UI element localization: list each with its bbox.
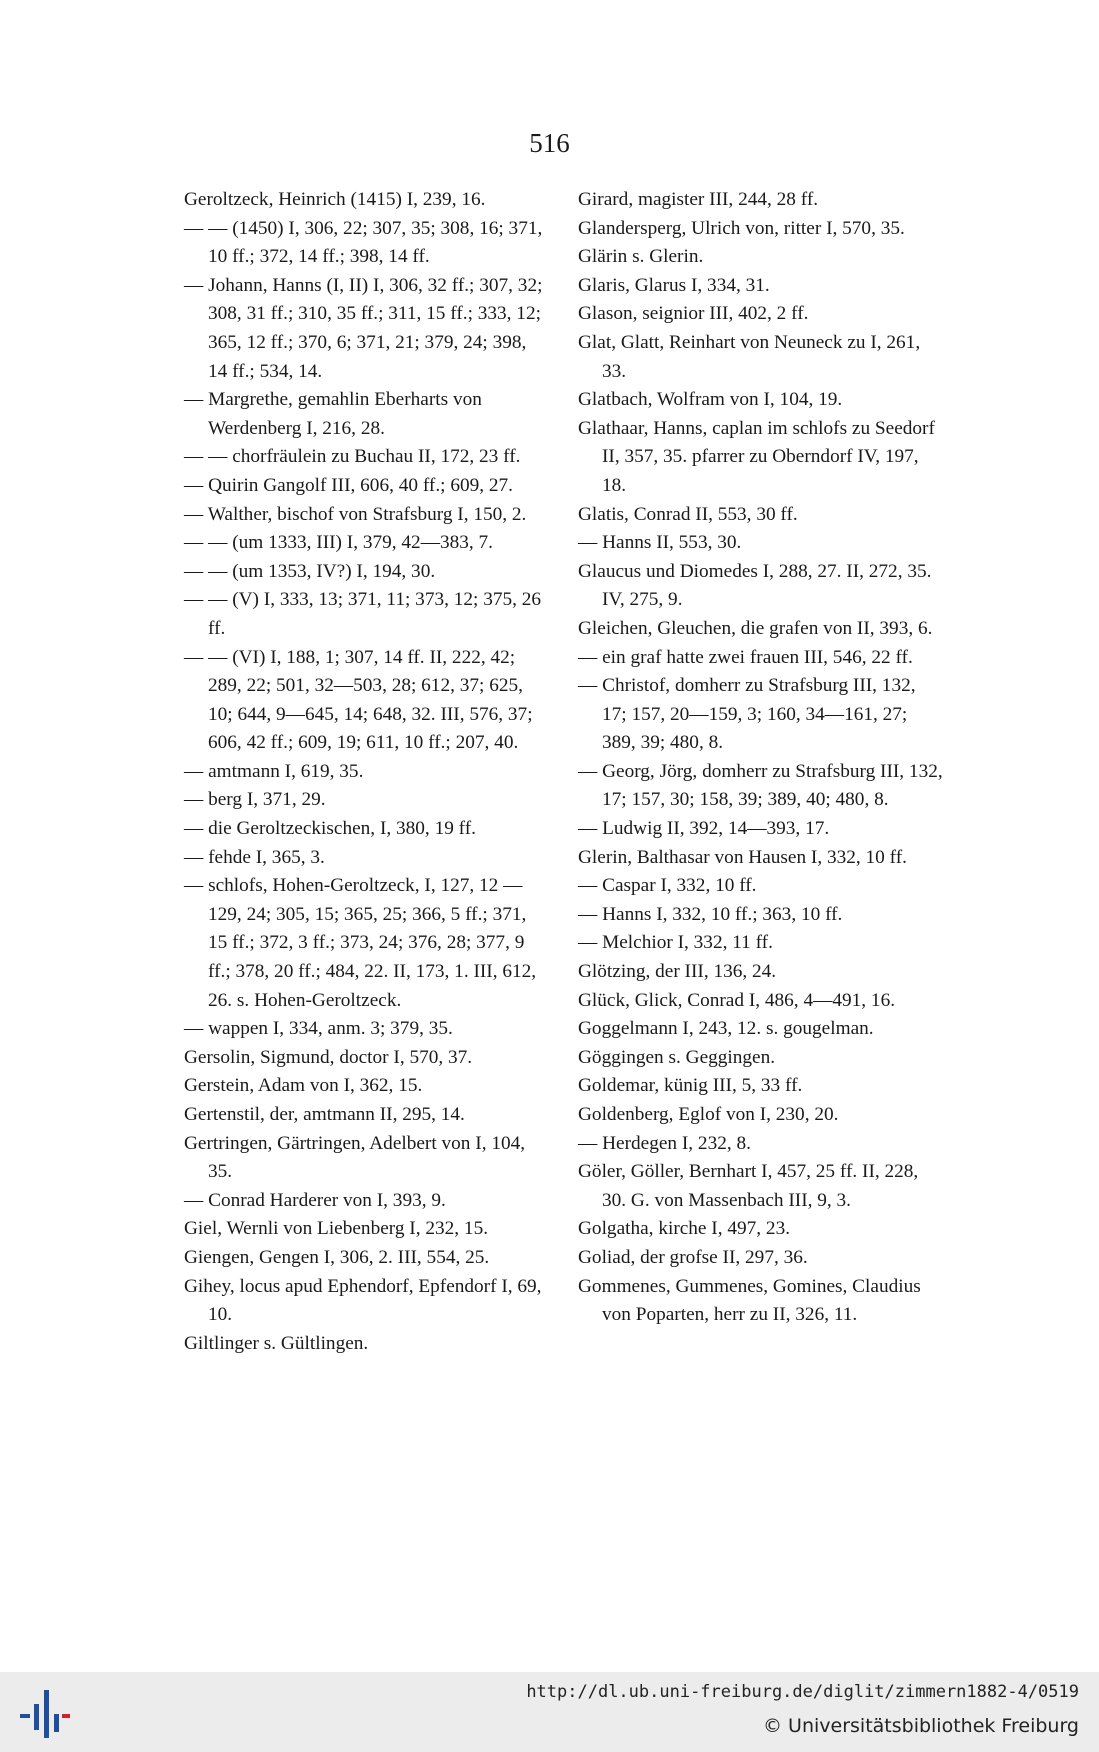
index-entry: Gommenes, Gummenes, Gomines, Claudius von Poparten, herr zu II, 326, 11.: [578, 1275, 921, 1326]
index-entry: — Quirin Gangolf III, 606, 40 ff.; 609, 27.: [184, 474, 513, 496]
index-entry: Golgatha, kirche I, 497, 23.: [578, 1218, 791, 1240]
index-entry: Gerstein, Adam von I, 362, 15.: [184, 1075, 423, 1097]
index-column-left: [184, 186, 549, 1358]
index-entry: Gihey, locus apud Ephendorf, Epfendorf I, 69, 10.: [184, 1275, 542, 1326]
index-entry: — Hanns II, 553, 30.: [578, 532, 742, 554]
index-entry: — — (um 1353, IV?) I, 194, 30.: [184, 560, 436, 582]
index-entry: Girard, magister III, 244, 28 ff.: [578, 189, 819, 210]
index-entry: — Hanns I, 332, 10 ff.; 363, 10 ff.: [578, 903, 843, 925]
index-entry: Glerin, Balthasar von Hausen I, 332, 10 ff.: [578, 846, 907, 868]
index-entry: Glat, Glatt, Reinhart von Neuneck zu I, 261, 33.: [578, 331, 921, 382]
index-entry: Goggelmann I, 243, 12. s. gougelman.: [578, 1018, 874, 1040]
index-entry: — Johann, Hanns (I, II) I, 306, 32 ff.; 307, 32; 308, 31 ff.; 310, 35 ff.; 311, 15 ff.; 333, 12; 365, 12 ff.; 370, 6; 371, 21; 379, 24; 398, 14 ff.; 534, 14.: [184, 274, 543, 382]
index-entry: — — (um 1333, III) I, 379, 42—383, 7.: [184, 532, 493, 554]
index-entry: Glandersperg, Ulrich von, ritter I, 570, 35.: [578, 217, 905, 239]
index-entry: Glatbach, Wolfram von I, 104, 19.: [578, 389, 843, 411]
index-entry: — — (V) I, 333, 13; 371, 11; 373, 12; 375, 26 ff.: [184, 589, 542, 639]
index-entry: Glaris, Glarus I, 334, 31.: [578, 274, 770, 296]
index-entry: — Melchior I, 332, 11 ff.: [578, 932, 773, 954]
index-entry: — Christof, domherr zu Strafsburg III, 132, 17; 157, 20—159, 3; 160, 34—161, 27; 389, 39; 480, 8.: [578, 675, 916, 754]
index-entry: — schlofs, Hohen-Geroltzeck, I, 127, 12 —129, 24; 305, 15; 365, 25; 366, 5 ff.; 371, 15 ff.; 372, 3 ff.; 373, 24; 376, 28; 377, 9 ff.; 378, 20 ff.; 484, 22. II, 173, 1. III, 612, 26. s. Hohen-Geroltzeck.: [184, 875, 537, 1011]
index-entry: — — chorfräulein zu Buchau II, 172, 23 ff.: [184, 446, 521, 468]
index-entry: Gertringen, Gärtringen, Adelbert von I, 104, 35.: [184, 1132, 526, 1183]
index-entry: — Conrad Harderer von I, 393, 9.: [184, 1189, 446, 1211]
index-entry: Goliad, der grofse II, 297, 36.: [578, 1246, 808, 1268]
index-entry: — fehde I, 365, 3.: [184, 846, 325, 868]
index-entry: — Margrethe, gemahlin Eberharts von Werdenberg I, 216, 28.: [184, 389, 482, 439]
index-entry: Glason, seignior III, 402, 2 ff.: [578, 303, 809, 325]
index-entry: — — (VI) I, 188, 1; 307, 14 ff. II, 222, 42; 289, 22; 501, 32—503, 28; 612, 37; 625, 10; 644, 9—645, 14; 648, 32. III, 576, 37; 606, 42 ff.; 609, 19; 611, 10 ff.; 207, 40.: [184, 646, 533, 754]
index-entry: Goldenberg, Eglof von I, 230, 20.: [578, 1104, 839, 1125]
index-entry: Giltlinger s. Gültlingen.: [184, 1332, 369, 1354]
copyright-notice: © Universitätsbibliothek Freiburg: [763, 1715, 1079, 1737]
index-entry: Glück, Glick, Conrad I, 486, 4—491, 16.: [578, 989, 896, 1011]
index-entry: — berg I, 371, 29.: [184, 789, 326, 811]
index-entry: Gertenstil, der, amtmann II, 295, 14.: [184, 1104, 465, 1125]
index-entry: Geroltzeck, Heinrich (1415) I, 239, 16.: [184, 189, 486, 210]
index-entry: Gleichen, Gleuchen, die grafen von II, 393, 6.: [578, 617, 933, 639]
index-entry: — Caspar I, 332, 10 ff.: [578, 875, 757, 897]
viewer-footer: [0, 1672, 1099, 1752]
index-entry: — Herdegen I, 232, 8.: [578, 1132, 751, 1154]
permalink-url[interactable]: http://dl.ub.uni-freiburg.de/diglit/zimmern1882-4/0519: [526, 1682, 1079, 1702]
index-entry: — — (1450) I, 306, 22; 307, 35; 308, 16; 371, 10 ff.; 372, 14 ff.; 398, 14 ff.: [184, 217, 543, 268]
index-entry: Glaucus und Diomedes I, 288, 27. II, 272, 35. IV, 275, 9.: [578, 560, 932, 611]
index-column-right: [578, 186, 943, 1330]
index-entry: — wappen I, 334, anm. 3; 379, 35.: [184, 1018, 453, 1040]
index-entry: — Ludwig II, 392, 14—393, 17.: [578, 818, 830, 840]
index-entry: Gersolin, Sigmund, doctor I, 570, 37.: [184, 1046, 473, 1068]
index-entry: — Georg, Jörg, domherr zu Strafsburg III, 132, 17; 157, 30; 158, 39; 389, 40; 480, 8.: [578, 760, 943, 811]
index-entry: — Walther, bischof von Strafsburg I, 150, 2.: [184, 503, 527, 525]
index-entry: Giengen, Gengen I, 306, 2. III, 554, 25.: [184, 1246, 490, 1268]
index-entry: Göggingen s. Geggingen.: [578, 1046, 776, 1068]
index-entry: — ein graf hatte zwei frauen III, 546, 22 ff.: [578, 646, 913, 668]
index-entry: Glathaar, Hanns, caplan im schlofs zu Seedorf II, 357, 35. pfarrer zu Oberndorf IV, 197, 18.: [578, 417, 935, 496]
index-entry: Glötzing, der III, 136, 24.: [578, 961, 777, 983]
page-number: 516: [529, 128, 570, 158]
ub-freiburg-logo-icon[interactable]: [14, 1686, 70, 1742]
index-entry: Giel, Wernli von Liebenberg I, 232, 15.: [184, 1218, 489, 1240]
index-entry: — amtmann I, 619, 35.: [184, 760, 364, 782]
index-entry: — die Geroltzeckischen, I, 380, 19 ff.: [184, 818, 476, 840]
index-entry: Glatis, Conrad II, 553, 30 ff.: [578, 503, 798, 525]
index-entry: Glärin s. Glerin.: [578, 246, 704, 268]
index-entry: Göler, Göller, Bernhart I, 457, 25 ff. II, 228, 30. G. von Massenbach III, 9, 3.: [578, 1161, 919, 1211]
index-entry: Goldemar, künig III, 5, 33 ff.: [578, 1075, 803, 1097]
